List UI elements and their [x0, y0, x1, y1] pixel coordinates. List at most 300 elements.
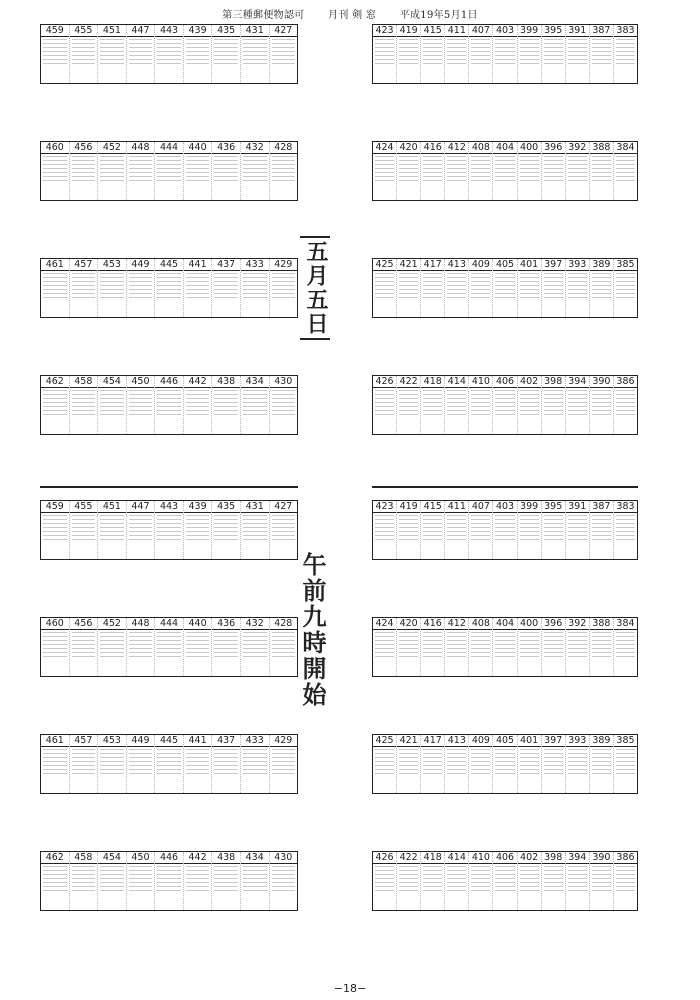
- name-line: [157, 640, 181, 641]
- name-line: [214, 535, 238, 536]
- bracket-section: [372, 258, 638, 318]
- match-number: 383: [616, 25, 635, 36]
- name-line: [157, 890, 181, 891]
- name-line: [157, 519, 181, 520]
- match-column: [421, 376, 445, 434]
- competitor-names: [568, 632, 587, 673]
- name-line: [375, 51, 394, 52]
- name-line: [186, 402, 210, 403]
- name-line: [375, 394, 394, 395]
- name-line: [568, 414, 587, 415]
- name-line: [214, 531, 238, 532]
- match-column: [614, 735, 637, 793]
- name-line: [243, 640, 267, 641]
- name-line: [43, 39, 67, 40]
- name-line: [495, 765, 514, 766]
- name-line: [43, 63, 67, 64]
- name-line: [544, 289, 563, 290]
- name-line: [129, 398, 153, 399]
- name-line: [129, 753, 153, 754]
- name-line: [616, 644, 635, 645]
- match-column: [127, 618, 156, 676]
- match-column: [542, 259, 566, 317]
- name-line: [520, 406, 539, 407]
- match-column: [373, 852, 397, 910]
- name-line: [568, 749, 587, 750]
- name-line: [214, 769, 238, 770]
- match-number: 393: [568, 735, 587, 746]
- name-line: [375, 390, 394, 391]
- name-line: [43, 866, 67, 867]
- name-line: [243, 753, 267, 754]
- name-line: [568, 753, 587, 754]
- name-line: [471, 277, 490, 278]
- name-line: [214, 761, 238, 762]
- competitor-names: [272, 515, 296, 556]
- name-line: [100, 410, 124, 411]
- competitor-names: [375, 632, 394, 673]
- competitor-names: [243, 390, 267, 431]
- name-line: [544, 765, 563, 766]
- match-number: 411: [447, 501, 466, 512]
- name-line: [100, 761, 124, 762]
- match-number: 389: [592, 735, 611, 746]
- name-line: [272, 47, 296, 48]
- competitor-names: [520, 390, 539, 431]
- name-line: [72, 410, 96, 411]
- match-number: 461: [45, 259, 64, 270]
- name-line: [423, 539, 442, 540]
- name-line: [186, 297, 210, 298]
- name-line: [272, 523, 296, 524]
- name-line: [616, 289, 635, 290]
- match-number: 400: [520, 142, 539, 153]
- name-line: [100, 398, 124, 399]
- name-line: [544, 882, 563, 883]
- name-line: [495, 172, 514, 173]
- competitor-names: [272, 156, 296, 197]
- name-line: [544, 539, 563, 540]
- name-line: [186, 640, 210, 641]
- match-number: 452: [102, 142, 121, 153]
- name-line: [72, 519, 96, 520]
- match-number: 398: [544, 376, 563, 387]
- name-line: [243, 406, 267, 407]
- match-number: 413: [447, 735, 466, 746]
- name-line: [568, 59, 587, 60]
- name-line: [186, 390, 210, 391]
- name-line: [375, 289, 394, 290]
- name-line: [592, 535, 611, 536]
- name-line: [399, 176, 418, 177]
- name-line: [186, 535, 210, 536]
- competitor-names: [616, 273, 635, 314]
- competitor-names: [592, 39, 611, 80]
- match-number: 459: [45, 501, 64, 512]
- competitor-names: [129, 273, 153, 314]
- name-line: [72, 293, 96, 294]
- name-line: [186, 765, 210, 766]
- name-line: [592, 273, 611, 274]
- name-line: [495, 160, 514, 161]
- name-line: [157, 63, 181, 64]
- name-line: [129, 406, 153, 407]
- name-line: [43, 765, 67, 766]
- name-line: [447, 523, 466, 524]
- name-line: [100, 293, 124, 294]
- name-line: [616, 47, 635, 48]
- name-line: [129, 519, 153, 520]
- name-line: [214, 176, 238, 177]
- name-line: [186, 273, 210, 274]
- name-line: [592, 652, 611, 653]
- name-line: [100, 515, 124, 516]
- name-line: [72, 281, 96, 282]
- competitor-names: [186, 390, 210, 431]
- name-line: [544, 160, 563, 161]
- name-line: [399, 523, 418, 524]
- name-line: [447, 168, 466, 169]
- name-line: [495, 180, 514, 181]
- match-number: 398: [544, 852, 563, 863]
- name-line: [471, 156, 490, 157]
- match-number: 428: [274, 618, 293, 629]
- name-line: [520, 180, 539, 181]
- name-line: [544, 519, 563, 520]
- competitor-names: [616, 515, 635, 556]
- name-line: [495, 59, 514, 60]
- name-line: [157, 277, 181, 278]
- name-line: [375, 640, 394, 641]
- name-line: [100, 870, 124, 871]
- match-number: 403: [495, 501, 515, 512]
- name-line: [100, 652, 124, 653]
- name-line: [375, 398, 394, 399]
- name-line: [214, 652, 238, 653]
- match-column: [184, 501, 213, 559]
- name-line: [243, 632, 267, 633]
- name-line: [592, 648, 611, 649]
- competitor-names: [375, 390, 394, 431]
- competitor-names: [157, 390, 181, 431]
- name-line: [471, 398, 490, 399]
- name-line: [495, 636, 514, 637]
- name-line: [616, 164, 635, 165]
- match-column: [397, 501, 421, 559]
- name-line: [568, 47, 587, 48]
- match-number: 460: [45, 142, 64, 153]
- name-line: [471, 652, 490, 653]
- name-line: [520, 515, 539, 516]
- competitor-names: [100, 632, 124, 673]
- competitor-names: [544, 749, 563, 790]
- name-line: [43, 51, 67, 52]
- name-line: [592, 882, 611, 883]
- name-line: [100, 47, 124, 48]
- name-line: [544, 402, 563, 403]
- name-line: [214, 39, 238, 40]
- match-number: 387: [592, 501, 611, 512]
- competitor-names: [100, 866, 124, 907]
- name-line: [157, 172, 181, 173]
- name-line: [272, 39, 296, 40]
- name-line: [186, 656, 210, 657]
- name-line: [129, 773, 153, 774]
- name-line: [399, 51, 418, 52]
- competitor-names: [495, 156, 514, 197]
- name-line: [544, 652, 563, 653]
- name-line: [129, 539, 153, 540]
- competitor-names: [447, 515, 466, 556]
- name-line: [129, 769, 153, 770]
- match-number: 440: [188, 618, 207, 629]
- name-line: [157, 636, 181, 637]
- match-number: 447: [131, 501, 150, 512]
- match-column: [184, 735, 213, 793]
- name-line: [471, 890, 490, 891]
- name-line: [495, 890, 514, 891]
- name-line: [568, 39, 587, 40]
- name-line: [375, 515, 394, 516]
- name-line: [157, 59, 181, 60]
- match-number: 438: [217, 852, 236, 863]
- name-line: [592, 394, 611, 395]
- name-line: [186, 277, 210, 278]
- name-line: [375, 47, 394, 48]
- competitor-names: [72, 632, 96, 673]
- name-line: [471, 886, 490, 887]
- name-line: [592, 531, 611, 532]
- match-number: 423: [375, 501, 394, 512]
- match-number: 422: [399, 376, 418, 387]
- name-line: [243, 297, 267, 298]
- name-line: [375, 749, 394, 750]
- match-number: 441: [188, 259, 207, 270]
- name-line: [471, 527, 490, 528]
- competitor-names: [495, 632, 514, 673]
- match-column: [98, 259, 127, 317]
- name-line: [520, 765, 539, 766]
- name-line: [214, 866, 238, 867]
- match-number: 417: [423, 259, 442, 270]
- match-number: 437: [217, 259, 236, 270]
- name-line: [495, 55, 514, 56]
- match-number: 454: [102, 376, 121, 387]
- name-line: [495, 523, 514, 524]
- name-line: [375, 156, 394, 157]
- name-line: [243, 168, 267, 169]
- name-line: [243, 164, 267, 165]
- competitor-names: [471, 632, 490, 673]
- name-line: [471, 757, 490, 758]
- name-line: [592, 886, 611, 887]
- name-line: [616, 753, 635, 754]
- match-column: [397, 376, 421, 434]
- name-line: [447, 890, 466, 891]
- competitor-names: [72, 273, 96, 314]
- name-line: [243, 293, 267, 294]
- name-line: [544, 769, 563, 770]
- name-line: [272, 297, 296, 298]
- match-number: 397: [544, 735, 563, 746]
- name-line: [592, 55, 611, 56]
- name-line: [423, 47, 442, 48]
- name-line: [616, 63, 635, 64]
- match-column: [155, 618, 184, 676]
- name-line: [214, 281, 238, 282]
- competitor-names: [272, 749, 296, 790]
- name-line: [520, 164, 539, 165]
- match-number: 455: [74, 25, 93, 36]
- name-line: [544, 410, 563, 411]
- competitor-names: [214, 156, 238, 197]
- name-line: [129, 656, 153, 657]
- competitor-names: [72, 39, 96, 80]
- name-line: [243, 59, 267, 60]
- competitor-names: [568, 390, 587, 431]
- name-line: [375, 519, 394, 520]
- name-line: [375, 164, 394, 165]
- name-line: [375, 55, 394, 56]
- name-line: [243, 176, 267, 177]
- name-line: [100, 632, 124, 633]
- name-line: [423, 636, 442, 637]
- name-line: [43, 539, 67, 540]
- competitor-names: [471, 390, 490, 431]
- name-line: [520, 43, 539, 44]
- name-line: [399, 63, 418, 64]
- name-line: [129, 878, 153, 879]
- match-column: [70, 735, 99, 793]
- name-line: [72, 39, 96, 40]
- name-line: [243, 394, 267, 395]
- name-line: [375, 410, 394, 411]
- name-line: [157, 773, 181, 774]
- name-line: [520, 749, 539, 750]
- name-line: [447, 870, 466, 871]
- name-line: [399, 866, 418, 867]
- name-line: [471, 753, 490, 754]
- match-column: [241, 376, 270, 434]
- match-number: 446: [159, 852, 179, 863]
- match-number: 419: [399, 25, 418, 36]
- match-number: 411: [447, 25, 466, 36]
- name-line: [423, 874, 442, 875]
- name-line: [592, 39, 611, 40]
- name-line: [616, 765, 635, 766]
- name-line: [399, 47, 418, 48]
- match-number: 391: [568, 501, 587, 512]
- match-number: 394: [568, 852, 587, 863]
- name-line: [186, 39, 210, 40]
- match-column: [518, 259, 542, 317]
- name-line: [186, 51, 210, 52]
- name-line: [100, 765, 124, 766]
- competitor-names: [129, 632, 153, 673]
- name-line: [544, 757, 563, 758]
- name-line: [399, 765, 418, 766]
- name-line: [520, 398, 539, 399]
- name-line: [72, 402, 96, 403]
- competitor-names: [100, 39, 124, 80]
- bracket-section: [40, 375, 298, 435]
- bracket-section: [372, 141, 638, 201]
- name-line: [100, 39, 124, 40]
- name-line: [616, 39, 635, 40]
- name-line: [447, 753, 466, 754]
- competitor-names: [272, 866, 296, 907]
- name-line: [399, 293, 418, 294]
- name-line: [100, 289, 124, 290]
- name-line: [423, 519, 442, 520]
- competitor-names: [544, 866, 563, 907]
- name-line: [520, 281, 539, 282]
- name-line: [214, 636, 238, 637]
- competitor-names: [568, 749, 587, 790]
- match-column: [493, 618, 517, 676]
- name-line: [157, 644, 181, 645]
- match-column: [397, 142, 421, 200]
- name-line: [544, 870, 563, 871]
- name-line: [471, 761, 490, 762]
- name-line: [495, 293, 514, 294]
- permit-notice: 第三種郵便物認可: [222, 10, 305, 21]
- match-column: [542, 852, 566, 910]
- name-line: [129, 757, 153, 758]
- match-number: 407: [471, 501, 490, 512]
- name-line: [495, 164, 514, 165]
- name-line: [186, 406, 210, 407]
- name-line: [520, 523, 539, 524]
- match-number: 406: [495, 852, 515, 863]
- name-line: [568, 406, 587, 407]
- name-line: [520, 63, 539, 64]
- match-column: [397, 735, 421, 793]
- name-line: [272, 648, 296, 649]
- name-line: [375, 160, 394, 161]
- match-number: 455: [74, 501, 93, 512]
- competitor-names: [520, 632, 539, 673]
- name-line: [592, 414, 611, 415]
- name-line: [423, 749, 442, 750]
- name-line: [616, 59, 635, 60]
- name-line: [272, 882, 296, 883]
- name-line: [495, 519, 514, 520]
- name-line: [157, 414, 181, 415]
- name-line: [447, 539, 466, 540]
- name-line: [495, 878, 514, 879]
- name-line: [495, 398, 514, 399]
- name-line: [568, 273, 587, 274]
- name-line: [243, 180, 267, 181]
- name-line: [100, 636, 124, 637]
- competitor-names: [43, 632, 67, 673]
- name-line: [616, 773, 635, 774]
- match-column: [373, 376, 397, 434]
- name-line: [272, 773, 296, 774]
- name-line: [375, 636, 394, 637]
- match-column: [127, 25, 156, 83]
- name-line: [72, 47, 96, 48]
- match-column: [241, 142, 270, 200]
- match-column: [493, 259, 517, 317]
- name-line: [447, 289, 466, 290]
- name-line: [616, 277, 635, 278]
- name-line: [186, 398, 210, 399]
- competitor-names: [568, 515, 587, 556]
- match-column: [155, 142, 184, 200]
- name-line: [544, 515, 563, 516]
